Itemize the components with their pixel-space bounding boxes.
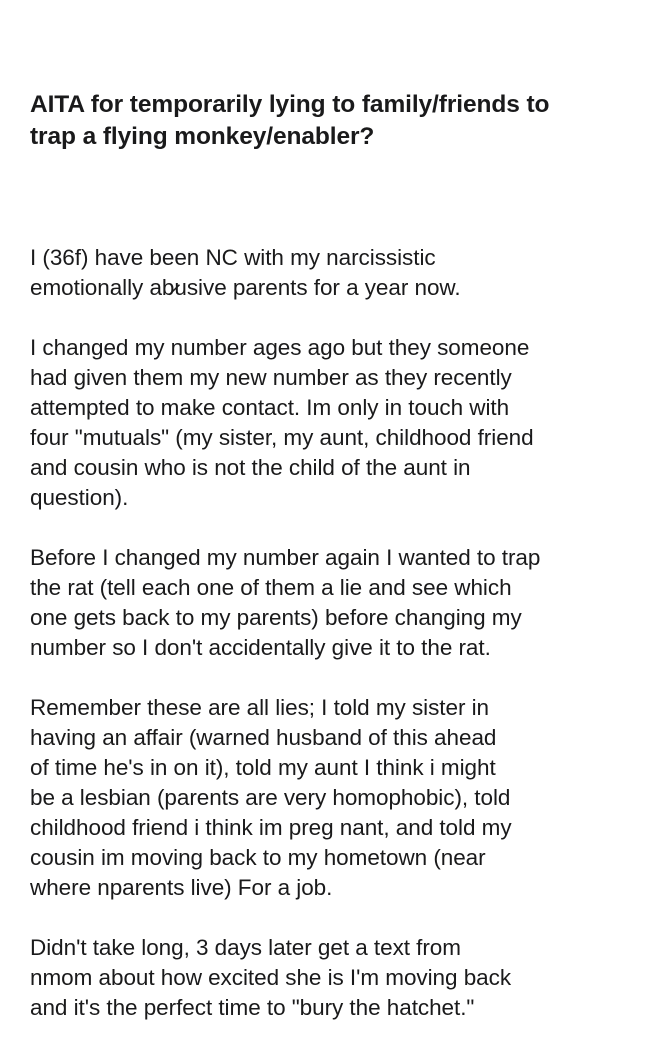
body-line: emotionally ab̷usive parents for a year now. [30,275,461,300]
body-line: attempted to make contact. Im only in touch with [30,395,510,420]
body-line: nmom about how excited she is I'm moving back [30,965,512,990]
body-line: childhood friend i think im preg nant, and told my [30,815,512,840]
post-header [30,89,630,153]
body-line: Before I changed my number again I wanted to trap [30,545,541,570]
body-line: having an affair (warned husband of this ahead [30,725,497,750]
body-line: one gets back to my parents) before changing my [30,605,522,630]
post-paragraph [30,333,630,513]
body-line: cousin im moving back to my hometown (near [30,845,486,870]
body-line: be a lesbian (parents are very homophobic), told [30,785,511,810]
post-paragraph [30,543,630,663]
body-line: four "mutuals" (my sister, my aunt, childhood friend [30,425,534,450]
post-paragraph [30,933,630,1023]
body-line: where nparents live) For a job. [30,875,333,900]
post-title-line: trap a flying monkey/enabler? [30,123,375,150]
body-line: I changed my number ages ago but they someone [30,335,530,360]
body-line: Didn't take long, 3 days later get a text from [30,935,461,960]
body-line: and it's the perfect time to "bury the hatchet." [30,995,475,1020]
post-paragraph [30,693,630,903]
body-line: the rat (tell each one of them a lie and see which [30,575,512,600]
body-line: of time he's in on it), told my aunt I think i might [30,755,496,780]
body-line: had given them my new number as they recently [30,365,512,390]
post-title [30,89,630,153]
body-line: number so I don't accidentally give it to the rat. [30,635,491,660]
post-paragraph [30,243,630,303]
body-line: Remember these are all lies; I told my sister in [30,695,490,720]
body-line: question). [30,485,129,510]
body-line: I (36f) have been NC with my narcissistic [30,245,436,270]
post-body [30,243,630,1053]
body-line: and cousin who is not the child of the aunt in [30,455,471,480]
post-title-line: AITA for temporarily lying to family/friends to [30,91,550,118]
